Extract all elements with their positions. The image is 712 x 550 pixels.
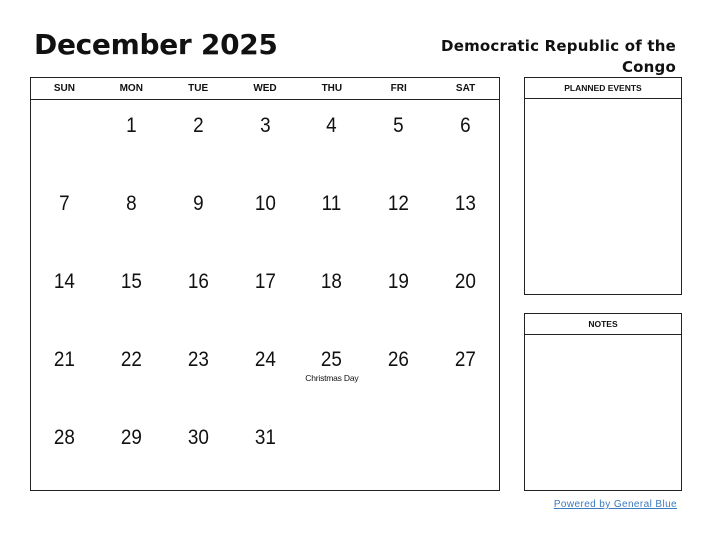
notes-panel: [524, 313, 682, 491]
day-cell: [432, 178, 499, 256]
day-cell: [98, 256, 165, 334]
powered-by-link[interactable]: Powered by General Blue: [553, 499, 677, 510]
day-number: 15: [120, 270, 142, 293]
day-cell: [298, 256, 365, 334]
day-number: [435, 412, 495, 426]
day-cell: [165, 256, 232, 334]
day-number: 9: [192, 192, 204, 215]
day-number: 2: [192, 114, 204, 137]
day-number: 29: [120, 426, 142, 449]
day-cell: [298, 100, 365, 178]
day-number: 4: [326, 114, 338, 137]
day-number: 20: [455, 270, 477, 293]
day-number: 14: [53, 270, 75, 293]
day-cell: [232, 334, 299, 412]
day-number: 18: [321, 270, 343, 293]
weekday-header-row: [31, 78, 499, 100]
day-cell: [98, 178, 165, 256]
day-cell: [165, 412, 232, 490]
day-cell: [298, 412, 365, 490]
weekday-sun: SUN: [53, 83, 75, 94]
day-cell: [298, 334, 365, 412]
weekday-thu: THU: [321, 83, 343, 94]
day-cell: [432, 256, 499, 334]
planned-events-panel: [524, 77, 682, 295]
day-number: 5: [393, 114, 404, 137]
day-number: [369, 412, 429, 426]
day-number: 17: [254, 270, 276, 293]
day-number: 12: [388, 192, 410, 215]
day-number: 16: [187, 270, 209, 293]
day-number: 26: [388, 348, 410, 371]
weekday-sat: SAT: [455, 83, 476, 94]
day-number: 10: [254, 192, 276, 215]
weekday-mon: MON: [119, 83, 143, 94]
day-number: [34, 100, 94, 114]
day-cell: [232, 256, 299, 334]
day-cell: [365, 178, 432, 256]
day-cell: [232, 100, 299, 178]
day-number: 25: [321, 348, 343, 371]
day-cell: [31, 178, 98, 256]
day-number: 30: [187, 426, 209, 449]
day-cell: [31, 412, 98, 490]
day-number: 23: [187, 348, 209, 371]
day-cell: [165, 100, 232, 178]
day-cell: [98, 412, 165, 490]
day-cell: [165, 334, 232, 412]
day-number: 19: [388, 270, 410, 293]
weekday-tue: TUE: [188, 83, 209, 94]
day-number: [302, 412, 362, 426]
day-number: 3: [259, 114, 271, 137]
day-cell: [298, 178, 365, 256]
day-number: 13: [455, 192, 477, 215]
day-cell: [31, 334, 98, 412]
day-number: 8: [126, 192, 137, 215]
day-number: 28: [53, 426, 75, 449]
country-name: Democratic Republic of the Congo: [441, 37, 676, 76]
day-number: 1: [126, 114, 137, 137]
weekday-wed: WED: [253, 83, 277, 94]
day-number: 21: [53, 348, 75, 371]
day-number: 27: [455, 348, 477, 371]
day-cell: [98, 100, 165, 178]
day-cell: [432, 412, 499, 490]
day-number: 31: [254, 426, 276, 449]
day-cell: [432, 100, 499, 178]
holiday-label: Christmas Day: [305, 373, 359, 383]
day-cell: [165, 178, 232, 256]
calendar-weeks: [31, 100, 499, 490]
day-cell: [232, 412, 299, 490]
day-cell: [365, 334, 432, 412]
day-number: 11: [322, 192, 342, 215]
calendar-title: December 2025: [34, 28, 278, 61]
calendar-grid: [30, 77, 500, 491]
day-cell: [31, 100, 98, 178]
day-cell: [98, 334, 165, 412]
day-cell: [365, 256, 432, 334]
day-number: 6: [460, 114, 471, 137]
day-cell: [365, 100, 432, 178]
day-number: 22: [120, 348, 142, 371]
day-cell: [365, 412, 432, 490]
day-cell: [232, 178, 299, 256]
day-cell: [31, 256, 98, 334]
planned-events-title: PLANNED EVENTS: [525, 78, 681, 99]
notes-title: NOTES: [525, 314, 681, 335]
day-cell: [432, 334, 499, 412]
day-number: 7: [59, 192, 70, 215]
weekday-fri: FRI: [390, 83, 407, 94]
day-number: 24: [254, 348, 276, 371]
